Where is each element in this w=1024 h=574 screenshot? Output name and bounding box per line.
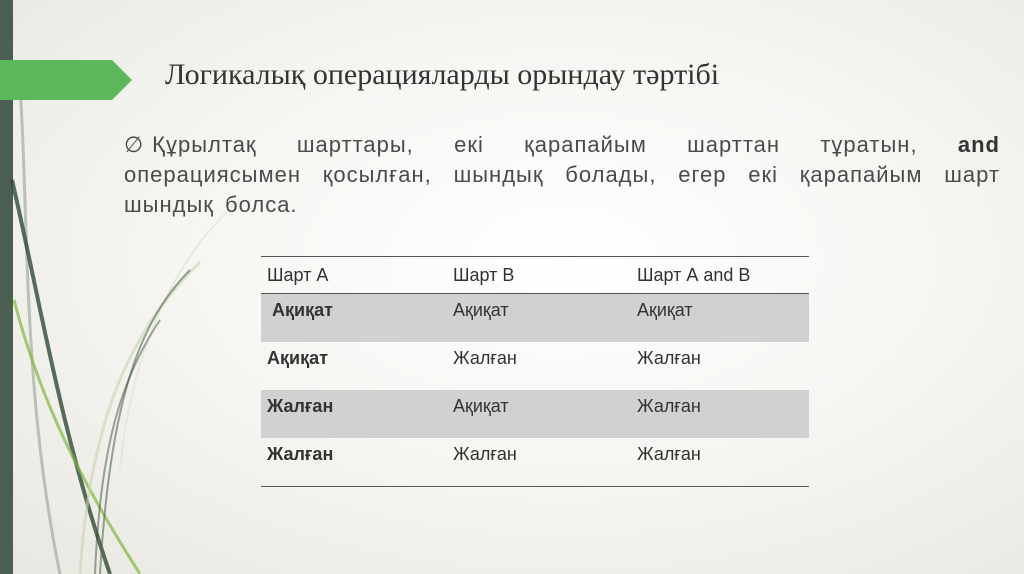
table-row: [261, 342, 809, 390]
table-cell: Жалған: [631, 438, 809, 487]
table-cell: Жалған: [447, 438, 631, 487]
table-header-row: [261, 257, 809, 294]
table-cell: Жалған: [637, 348, 701, 368]
table-cell: Жалған: [261, 438, 447, 487]
table-cell: Жалған: [261, 390, 447, 438]
bullet-paragraph: [124, 130, 1000, 220]
empty-set-bullet-icon: ∅: [124, 132, 145, 157]
table-cell: Ақиқат: [267, 348, 328, 368]
table-row: [261, 438, 809, 487]
table-cell: Ақиқат: [261, 294, 447, 343]
slide-title: Логикалық операцияларды орындау тәртібі: [165, 58, 720, 91]
table-cell: Ақиқат: [631, 294, 809, 343]
table-row: [261, 294, 809, 343]
table-header-cell: Шарт А: [261, 257, 447, 294]
title-arrow-tag: [0, 0, 140, 110]
table-cell: Ақиқат: [447, 294, 631, 343]
bullet-keyword: and: [957, 132, 1000, 157]
table-cell: Жалған: [453, 348, 517, 368]
truth-table: [261, 256, 809, 487]
table-header-cell: Шарт А and B: [631, 257, 809, 294]
table-cell: Жалған: [631, 390, 809, 438]
bullet-text-before: Құрылтақ шарттары, екі қарапайым шарттан тұратын,: [152, 132, 958, 157]
table-cell: Ақиқат: [447, 390, 631, 438]
bullet-text-after: операциясымен қосылған, шындық болады, егер екі қарапайым шарт шындық болса.: [124, 162, 1000, 217]
table-header-cell: Шарт В: [447, 257, 631, 294]
table-row: [261, 390, 809, 438]
